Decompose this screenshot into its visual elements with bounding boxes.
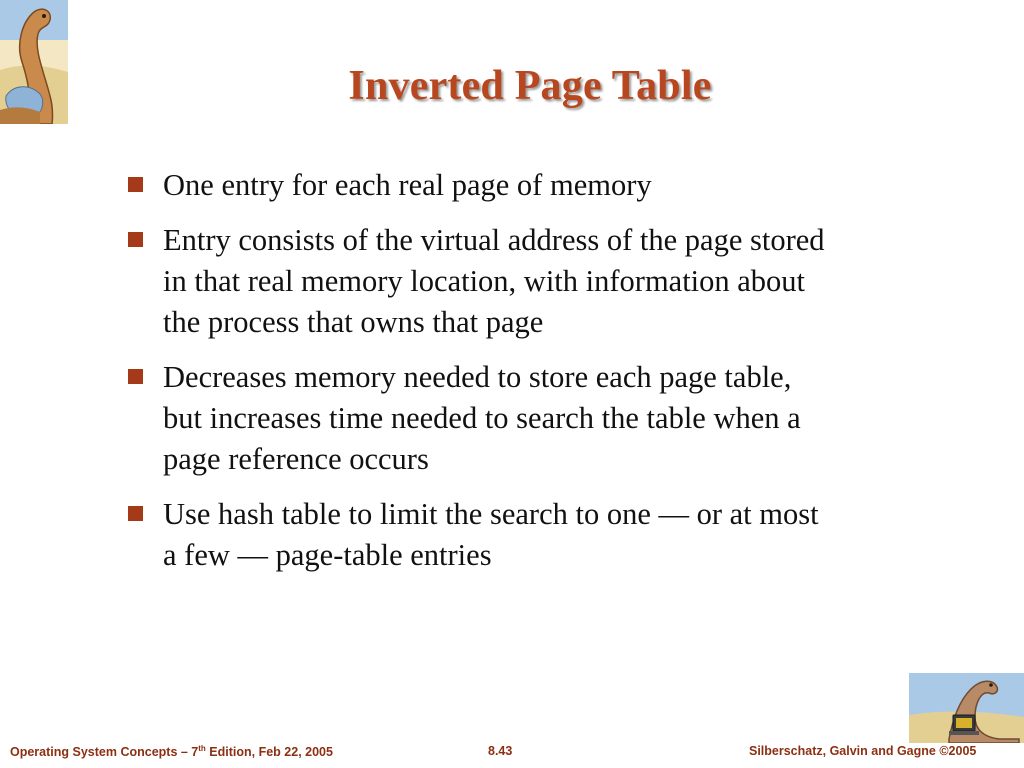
slide-title: Inverted Page Table bbox=[348, 63, 712, 110]
bullet-text: Decreases memory needed to store each page table, but increases time needed to search the table when a page reference occurs bbox=[163, 360, 801, 476]
square-bullet-icon bbox=[128, 369, 143, 384]
dinosaur-laptop-icon bbox=[909, 673, 1024, 743]
square-bullet-icon bbox=[128, 506, 143, 521]
footer-book-title: Operating System Concepts – 7th Edition, Feb 22, 2005 bbox=[10, 744, 333, 760]
square-bullet-icon bbox=[128, 177, 143, 192]
footer-page-number: 8.43 bbox=[488, 744, 513, 758]
list-item bbox=[126, 220, 826, 343]
bullet-text: One entry for each real page of memory bbox=[163, 168, 652, 202]
bullet-text: Entry consists of the virtual address of the page stored in that real memory location, with information about the process that owns that page bbox=[163, 223, 825, 339]
list-item bbox=[126, 165, 826, 206]
square-bullet-icon bbox=[128, 232, 143, 247]
bullet-text: Use hash table to limit the search to one — or at most a few — page-table entries bbox=[163, 497, 819, 572]
list-item bbox=[126, 494, 826, 576]
footer-copyright: Silberschatz, Galvin and Gagne ©2005 bbox=[749, 744, 977, 758]
bullet-list bbox=[126, 165, 826, 590]
list-item bbox=[126, 357, 826, 480]
